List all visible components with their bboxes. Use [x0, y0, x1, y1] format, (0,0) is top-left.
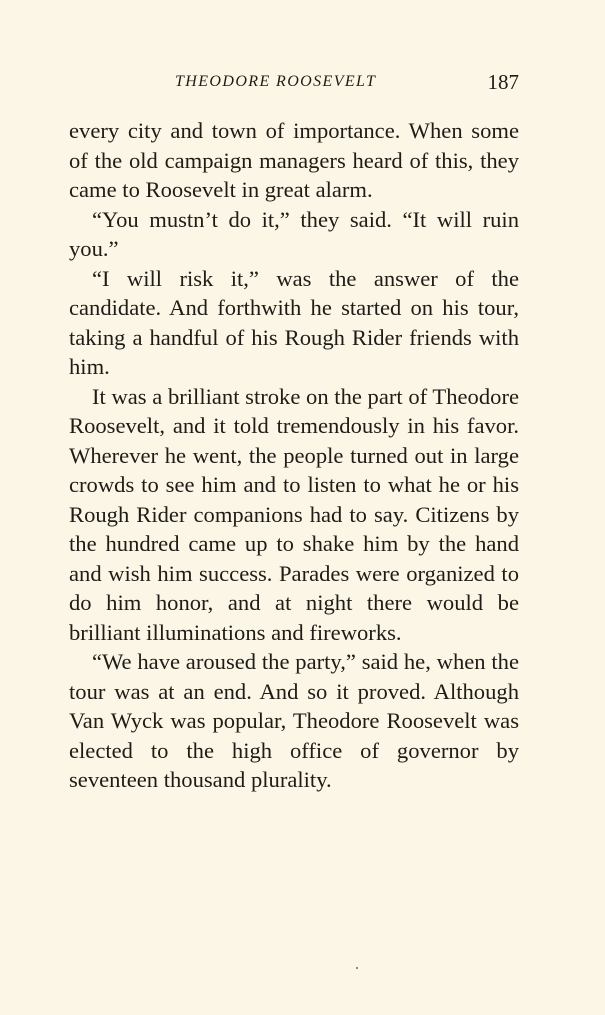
running-head-title: THEODORE ROOSEVELT: [175, 73, 377, 90]
paragraph-dialogue-warning: “You mustn’t do it,” they said. “It will ruin you.”: [69, 206, 519, 261]
paragraph-campaign-tour: It was a brilliant stroke on the part of Theodore Roosevelt, and it told tremendously in his favor. Wherever he went, the people turned out in large crowds to see him and to listen to what he or his Rough Rider companions had to say. Citizens by the hundred came up to shake him by the hand and wish him success. Parades were organized to do him honor, and at night there would be brilliant illuminations and fireworks.: [69, 383, 519, 645]
paragraph-continuation: every city and town of importance. When some of the old campaign managers heard of this, they came to Roosevelt in great alarm.: [69, 118, 519, 202]
body-text: [69, 116, 519, 795]
running-head: [69, 70, 519, 98]
page-number: 187: [487, 70, 519, 94]
paragraph-candidate-reply: “I will risk it,” was the answer of the candidate. And forthwith he started on his tour, taking a handful of his Rough Rider friends with him.: [69, 265, 519, 379]
paragraph-election-result: “We have aroused the party,” said he, when the tour was at an end. And so it proved. Although Van Wyck was popular, Theodore Roosevelt was elected to the high office of governor by seventeen thousand plurality.: [69, 649, 519, 792]
page-speck: [356, 967, 358, 969]
